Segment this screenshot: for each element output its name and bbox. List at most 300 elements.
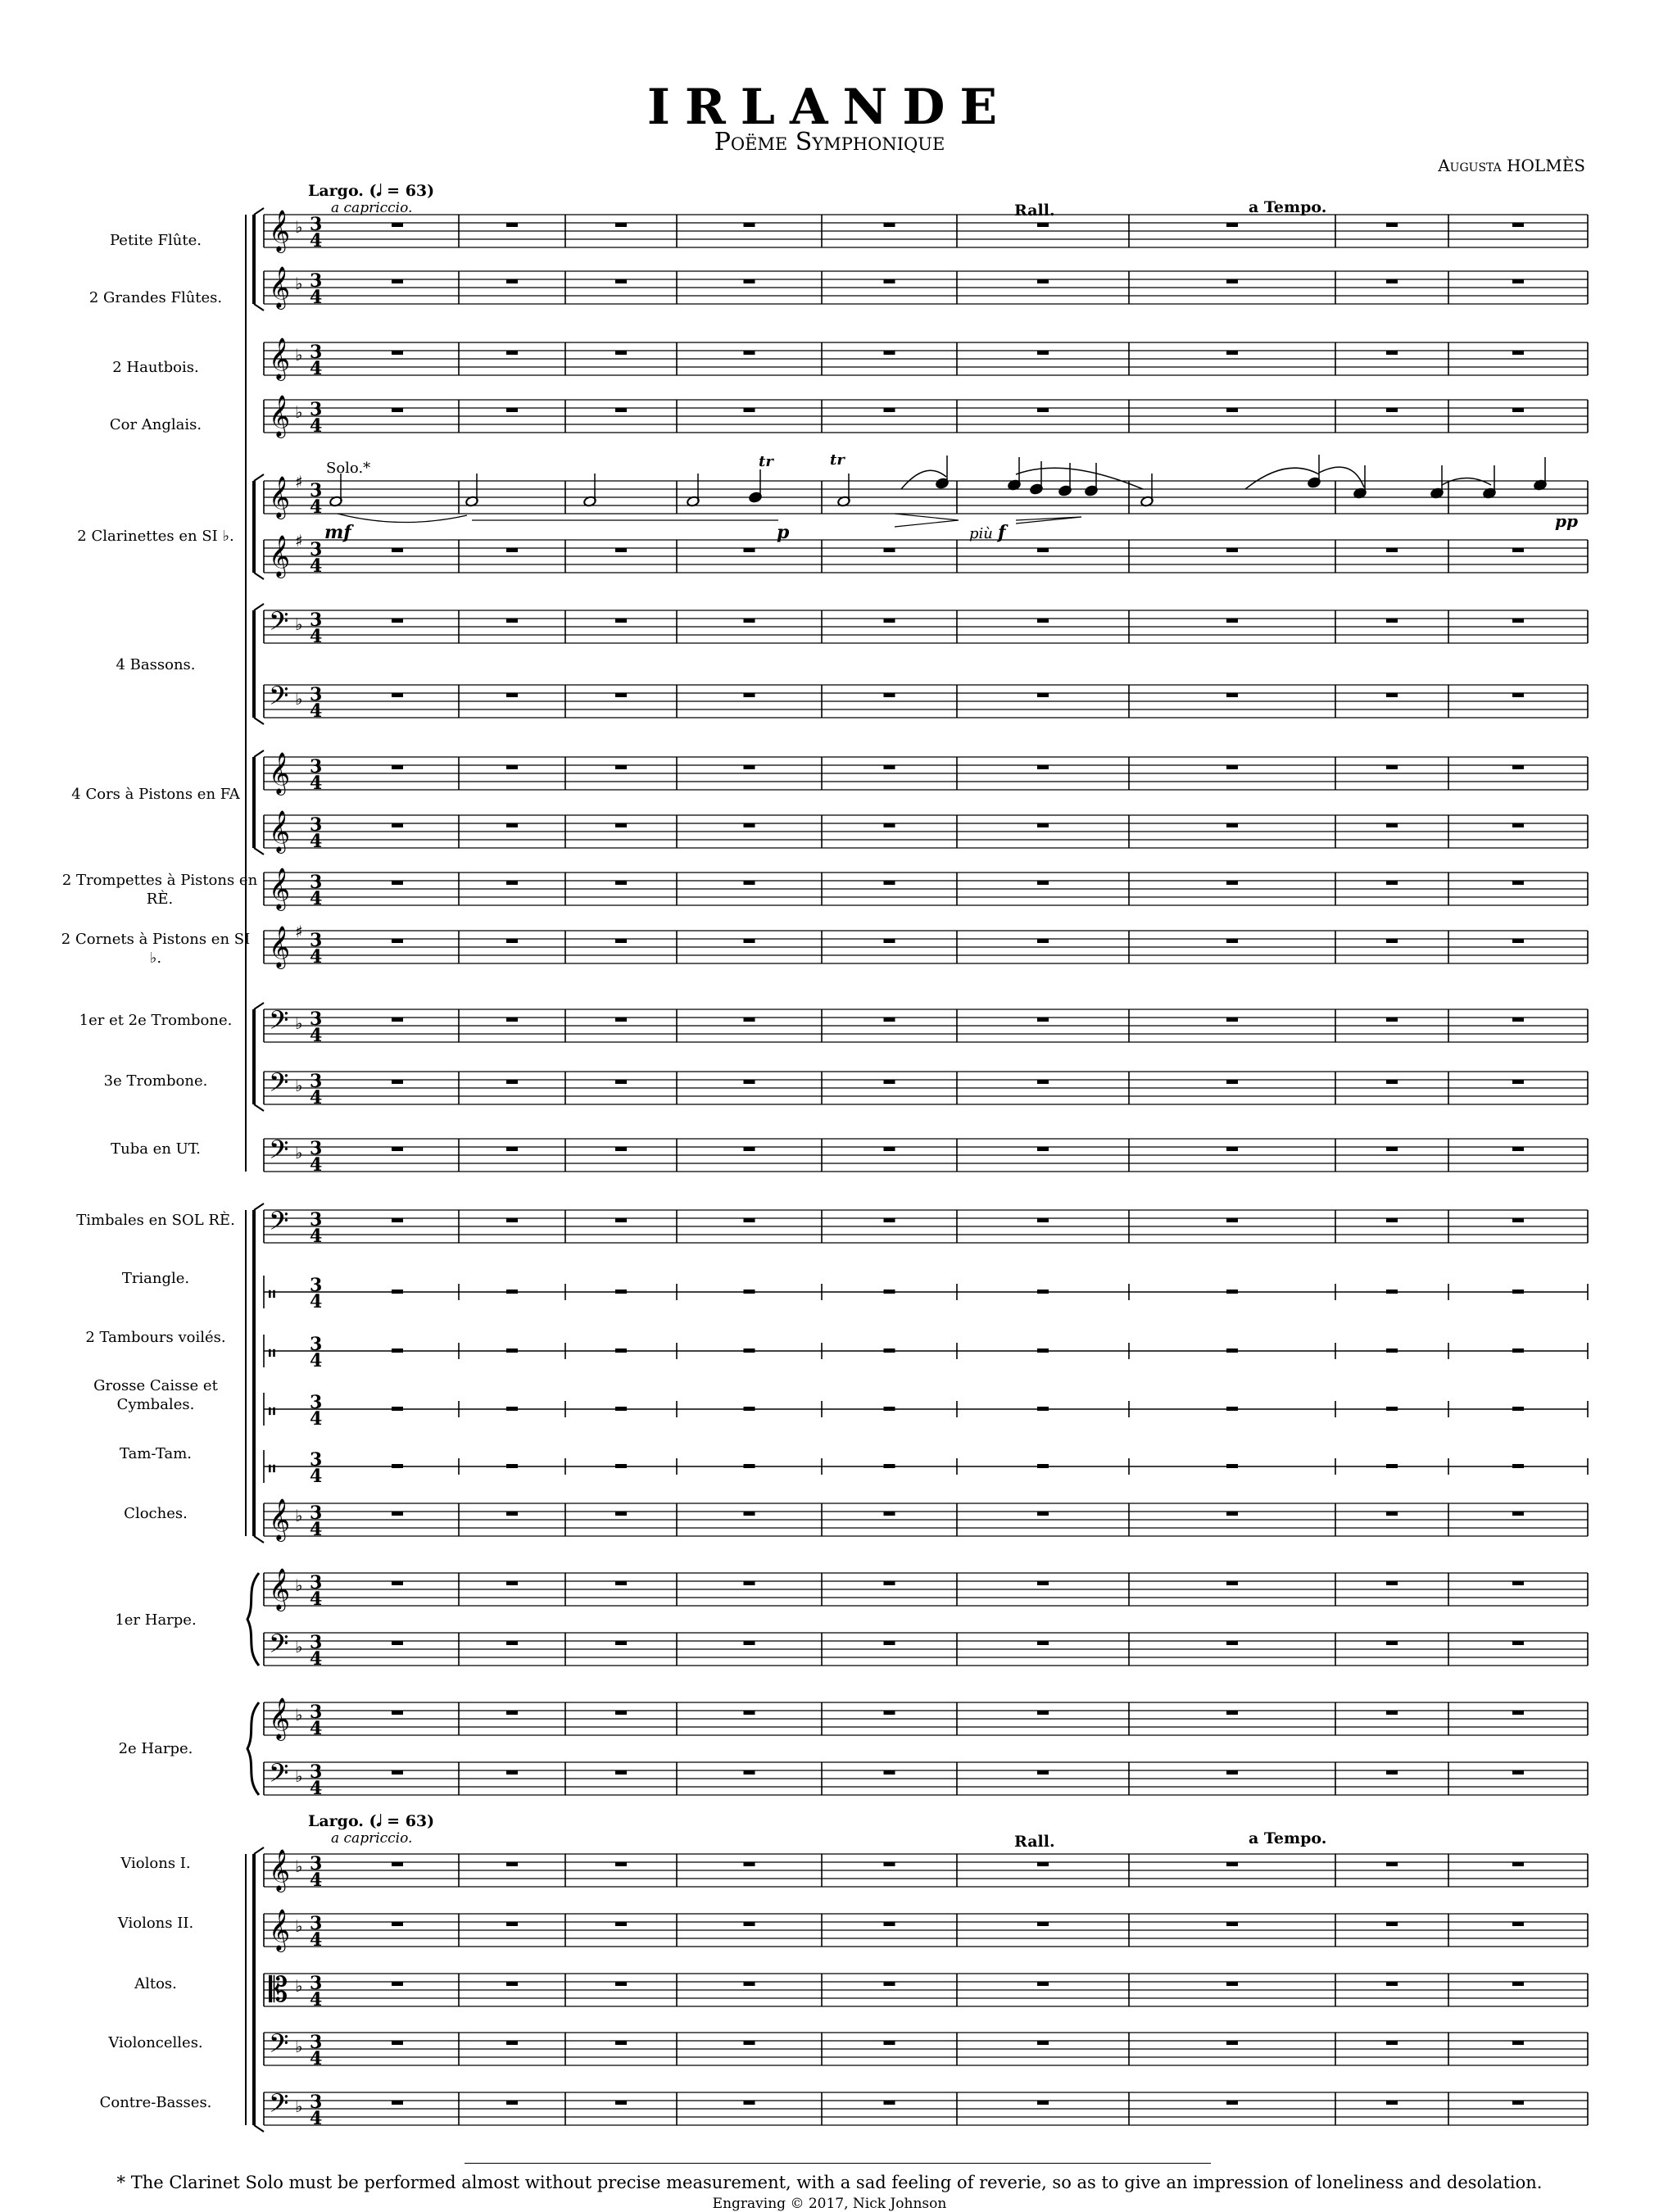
whole-rest [744,223,755,227]
label-cornets: 2 Cornets à Pistons en SI ♭. [61,931,251,967]
time-signature-bottom: 4 [310,1466,323,1487]
time-signature-bottom: 4 [310,888,323,909]
whole-rest [392,1080,403,1084]
tempo-sub-strings: a capriccio. [331,1830,413,1847]
time-signature-bottom: 4 [310,2048,323,2069]
flat-icon: ♭ [295,1637,303,1657]
whole-rest [506,881,518,885]
whole-rest [1386,881,1398,885]
whole-rest [884,1770,895,1775]
clef-icon: 𝄞 [269,1568,291,1610]
time-signature-bottom: 4 [310,1870,323,1891]
hairpin [338,514,467,523]
bracket-clarinets-hook-top [254,474,264,481]
whole-rest [1512,351,1524,355]
whole-rest [392,1770,403,1775]
label-trombones: 1er et 2e Trombone. [79,1012,233,1029]
whole-rest [392,408,403,412]
whole-rest [615,1512,627,1516]
whole-rest [744,2101,755,2105]
solo-mark: f [998,522,1006,543]
whole-rest [1037,1290,1049,1294]
whole-rest [1386,2041,1398,2045]
brace-harp-2 [247,1702,259,1795]
whole-rest [884,548,895,552]
whole-rest [744,1862,755,1866]
whole-rest [615,1770,627,1775]
whole-rest [1386,1018,1398,1022]
time-signature-bottom: 4 [310,831,323,852]
bracket-clarinets-hook-bottom [254,573,264,579]
label-violoncelles: Violoncelles. [108,2034,203,2051]
flat-icon: ♭ [295,2037,303,2056]
bracket-trombones-hook-bottom [254,1104,264,1111]
clef-icon: 𝄞 [269,926,291,968]
whole-rest [1226,1218,1238,1222]
flat-icon: ♭ [295,1766,303,1786]
whole-rest [1386,1512,1398,1516]
whole-rest [1037,1018,1049,1022]
whole-rest [744,765,755,769]
time-signature-top: 3 [310,1853,323,1874]
whole-rest [615,408,627,412]
whole-rest [615,1581,627,1585]
time-signature-bottom: 4 [310,773,323,794]
whole-rest [392,1581,403,1585]
whole-rest [1386,1641,1398,1645]
whole-rest [884,351,895,355]
clef-icon: 𝄢 [269,606,289,642]
whole-rest [1226,1862,1238,1866]
whole-rest [1512,823,1524,827]
whole-rest [1512,279,1524,283]
whole-rest [615,1862,627,1866]
flat-icon: ♭ [295,1856,303,1876]
flat-icon: ♭ [295,1143,303,1163]
whole-rest [1037,2041,1049,2045]
sharp-icon: ♯ [295,472,303,492]
whole-rest [1386,1147,1398,1151]
whole-rest [1386,1711,1398,1715]
whole-rest [884,693,895,697]
solo-mark: pp [1555,511,1578,531]
whole-rest [615,2101,627,2105]
whole-rest [1037,939,1049,943]
clef-icon: 𝄢 [269,1629,289,1665]
whole-rest [1037,223,1049,227]
label-violons-2: Violons II. [117,1915,194,1932]
whole-rest [884,1922,895,1926]
label-hautbois: 2 Hautbois. [112,359,199,376]
whole-rest [392,1922,403,1926]
whole-rest [1037,1349,1049,1353]
whole-rest [615,1080,627,1084]
whole-rest [744,1290,755,1294]
time-signature-top: 3 [310,1702,323,1723]
whole-rest [506,1641,518,1645]
whole-rest [1386,1922,1398,1926]
whole-rest [615,223,627,227]
whole-rest [884,823,895,827]
time-signature-top: 3 [310,539,323,560]
bracket-strings-hook-bottom [254,2125,264,2132]
whole-rest [1226,1982,1238,1986]
clef-icon: 𝄡 [269,1969,288,2010]
whole-rest [744,1464,755,1468]
time-signature-bottom: 4 [310,1408,323,1430]
whole-rest [615,1290,627,1294]
whole-rest [506,1862,518,1866]
time-signature-top: 3 [310,1009,323,1030]
whole-rest [1226,939,1238,943]
time-signature-top: 3 [310,1632,323,1653]
whole-rest [884,1711,895,1715]
whole-rest [744,1922,755,1926]
time-signature-top: 3 [310,1334,323,1355]
flat-icon: ♭ [295,2096,303,2116]
whole-rest [1037,408,1049,412]
whole-rest [1037,548,1049,552]
time-signature-bottom: 4 [310,287,323,308]
whole-rest [506,408,518,412]
time-signature-top: 3 [310,1138,323,1159]
time-signature-bottom: 4 [310,1519,323,1540]
whole-rest [884,223,895,227]
time-signature-bottom: 4 [310,415,323,437]
whole-rest [1512,2101,1524,2105]
whole-rest [744,1080,755,1084]
time-signature-bottom: 4 [310,1718,323,1739]
whole-rest [744,1349,755,1353]
whole-rest [506,1349,518,1353]
whole-rest [506,2101,518,2105]
whole-rest [506,2041,518,2045]
whole-rest [615,351,627,355]
clef-icon: 𝄢 [269,2088,289,2124]
flat-icon: ♭ [295,1575,303,1595]
bracket-strings-hook-top [254,1847,264,1854]
composer-name: Augusta HOLMÈS [1438,156,1585,175]
whole-rest [1037,1464,1049,1468]
label-bassons: 4 Bassons. [116,656,196,673]
time-signature-top: 3 [310,1275,323,1296]
whole-rest [1226,1080,1238,1084]
solo-mark: più [969,525,993,542]
whole-rest [506,1512,518,1516]
page-subtitle: Poëme Symphonique [714,128,945,156]
whole-rest [615,1982,627,1986]
whole-rest [1226,1018,1238,1022]
time-signature-top: 3 [310,930,323,951]
whole-rest [884,2101,895,2105]
label-cors: 4 Cors à Pistons en FA [71,786,240,803]
whole-rest [506,823,518,827]
whole-rest [392,1464,403,1468]
whole-rest [506,1147,518,1151]
time-signature-top: 3 [310,399,323,420]
whole-rest [884,279,895,283]
sharp-icon: ♯ [295,922,303,941]
whole-rest [506,765,518,769]
label-grandes-flutes: 2 Grandes Flûtes. [88,289,223,306]
bracket-flutes-hook-top [254,208,264,215]
rall-marking-strings: Rall. [1014,1833,1055,1851]
whole-rest [884,619,895,623]
whole-rest [615,1018,627,1022]
whole-rest [1037,1581,1049,1585]
whole-rest [1386,1290,1398,1294]
whole-rest [1226,823,1238,827]
label-timbales: Timbales en SOL RÈ. [76,1212,235,1229]
whole-rest [884,1862,895,1866]
whole-rest [884,1641,895,1645]
whole-rest [1226,1641,1238,1645]
clef-icon: 𝄢 [269,1005,289,1041]
label-trombone-3: 3e Trombone. [103,1072,208,1090]
clef-icon: 𝄞 [269,1498,291,1540]
whole-rest [506,548,518,552]
time-signature-bottom: 4 [310,946,323,968]
whole-rest [1037,693,1049,697]
whole-rest [392,1218,403,1222]
whole-rest [1512,1770,1524,1775]
label-altos: Altos. [134,1975,177,1992]
time-signature-top: 3 [310,270,323,292]
whole-rest [1512,548,1524,552]
whole-rest [1226,351,1238,355]
whole-rest [506,1982,518,1986]
whole-rest [392,223,403,227]
whole-rest [1226,2101,1238,2105]
whole-rest [884,1407,895,1411]
whole-rest [884,1080,895,1084]
whole-rest [392,823,403,827]
flat-icon: ♭ [295,1916,303,1936]
whole-rest [1037,1922,1049,1926]
whole-rest [1037,1407,1049,1411]
whole-rest [744,2041,755,2045]
whole-rest [744,279,755,283]
whole-rest [884,1464,895,1468]
whole-rest [506,351,518,355]
whole-rest [1386,1080,1398,1084]
whole-rest [1037,619,1049,623]
whole-rest [744,548,755,552]
clef-icon: 𝄞 [269,266,291,308]
whole-rest [392,351,403,355]
engraving-credit: Engraving © 2017, Nick Johnson [712,2196,947,2212]
clef-icon: 𝄢 [269,1135,289,1171]
time-signature-bottom: 4 [310,358,323,379]
slur [1442,478,1491,486]
whole-rest [884,1349,895,1353]
whole-rest [1512,619,1524,623]
flat-icon: ♭ [295,217,303,237]
whole-rest [1226,1711,1238,1715]
whole-rest [506,1407,518,1411]
whole-rest [744,1407,755,1411]
time-signature-bottom: 4 [310,1226,323,1247]
footnote-rule [465,2163,1211,2164]
hairpin-decresc [895,514,959,527]
flat-icon: ♭ [295,1013,303,1033]
time-signature-top: 3 [310,1449,323,1471]
time-signature-top: 3 [310,2092,323,2113]
whole-rest [615,939,627,943]
whole-rest [1037,1147,1049,1151]
whole-rest [506,1711,518,1715]
solo-mark: tr [830,451,845,469]
whole-rest [615,1922,627,1926]
whole-rest [615,2041,627,2045]
whole-rest [1226,693,1238,697]
whole-rest [884,1018,895,1022]
whole-rest [506,1770,518,1775]
whole-rest [392,1711,403,1715]
whole-rest [392,2101,403,2105]
whole-rest [1512,1641,1524,1645]
clef-icon: 𝄞 [269,1698,291,1739]
whole-rest [744,1018,755,1022]
whole-rest [744,693,755,697]
whole-rest [1386,1407,1398,1411]
whole-rest [1037,1862,1049,1866]
whole-rest [615,1147,627,1151]
tempo-sub: a capriccio. [331,200,413,216]
whole-rest [506,693,518,697]
whole-rest [506,939,518,943]
whole-rest [1037,823,1049,827]
time-signature-top: 3 [310,872,323,893]
time-signature-bottom: 4 [310,1929,323,1951]
whole-rest [392,1290,403,1294]
whole-rest [1226,1290,1238,1294]
whole-rest [1386,823,1398,827]
whole-rest [392,765,403,769]
time-signature-top: 3 [310,756,323,777]
whole-rest [1512,1218,1524,1222]
whole-rest [392,881,403,885]
tempo-main: Largo. (𝅗𝅥 = 63) [308,182,435,200]
whole-rest [1037,279,1049,283]
time-signature-top: 3 [310,2032,323,2053]
whole-rest [1512,1512,1524,1516]
whole-rest [1512,1080,1524,1084]
whole-rest [1037,1512,1049,1516]
label-petite-flute: Petite Flûte. [110,232,202,249]
whole-rest [615,1711,627,1715]
whole-rest [392,1512,403,1516]
whole-rest [1226,881,1238,885]
whole-rest [1512,1581,1524,1585]
whole-rest [392,2041,403,2045]
whole-rest [1512,2041,1524,2045]
clef-icon: 𝄞 [269,1909,291,1951]
label-triangle: Triangle. [121,1270,190,1287]
whole-rest [1512,1018,1524,1022]
time-signature-top: 3 [310,1209,323,1231]
time-signature-bottom: 4 [310,626,323,647]
time-signature-top: 3 [310,684,323,705]
whole-rest [1226,1512,1238,1516]
time-signature-top: 3 [310,1503,323,1524]
clef-icon: 𝄞 [269,535,291,577]
whole-rest [744,1770,755,1775]
whole-rest [615,693,627,697]
whole-rest [1386,351,1398,355]
whole-rest [884,939,895,943]
whole-rest [1512,1464,1524,1468]
time-signature-bottom: 4 [310,1648,323,1670]
time-signature-top: 3 [310,1071,323,1092]
label-tuba: Tuba en UT. [111,1140,201,1158]
time-signature-bottom: 4 [310,700,323,722]
whole-rest [392,1862,403,1866]
whole-rest [744,881,755,885]
whole-rest [506,1290,518,1294]
clef-icon: 𝄞 [269,210,291,252]
whole-rest [1386,1862,1398,1866]
whole-rest [506,1464,518,1468]
label-trompettes: 2 Trompettes à Pistons en RÈ. [61,872,258,908]
time-signature-top: 3 [310,214,323,235]
whole-rest [615,279,627,283]
whole-rest [1512,693,1524,697]
whole-rest [615,1464,627,1468]
time-signature-bottom: 4 [310,230,323,252]
label-cloches: Cloches. [124,1505,188,1522]
clef-icon: 𝄞 [269,476,291,518]
sharp-icon: ♯ [295,531,303,551]
whole-rest [1386,223,1398,227]
clef-icon: 𝄢 [269,1758,289,1794]
bracket-horns-hook-bottom [254,848,264,854]
whole-rest [1037,1711,1049,1715]
page-title: IRLANDE [646,79,1013,136]
whole-rest [615,765,627,769]
whole-rest [1386,1581,1398,1585]
whole-rest [744,939,755,943]
label-harpe-1: 1er Harpe. [115,1611,197,1629]
whole-rest [884,408,895,412]
bracket-horns-hook-top [254,750,264,757]
label-clarinettes: 2 Clarinettes en SI ♭. [77,528,234,545]
whole-rest [1226,1770,1238,1775]
whole-rest [1512,408,1524,412]
bracket-percussion-hook-top [254,1203,264,1210]
label-contre-basses: Contre-Basses. [99,2094,212,2111]
clef-icon: 𝄥 [269,1457,275,1482]
whole-rest [1386,1349,1398,1353]
clef-icon: 𝄥 [269,1342,275,1367]
whole-rest [615,548,627,552]
whole-rest [744,351,755,355]
whole-rest [744,408,755,412]
whole-rest [744,1512,755,1516]
whole-rest [1386,619,1398,623]
whole-rest [1512,1147,1524,1151]
whole-rest [1226,1922,1238,1926]
time-signature-bottom: 4 [310,2108,323,2129]
slur [1245,468,1319,489]
whole-rest [506,1922,518,1926]
whole-rest [392,1407,403,1411]
whole-rest [1512,1290,1524,1294]
label-violons-1: Violons I. [120,1855,191,1872]
clef-icon: 𝄞 [269,1849,291,1891]
whole-rest [884,881,895,885]
time-signature-bottom: 4 [310,1589,323,1610]
